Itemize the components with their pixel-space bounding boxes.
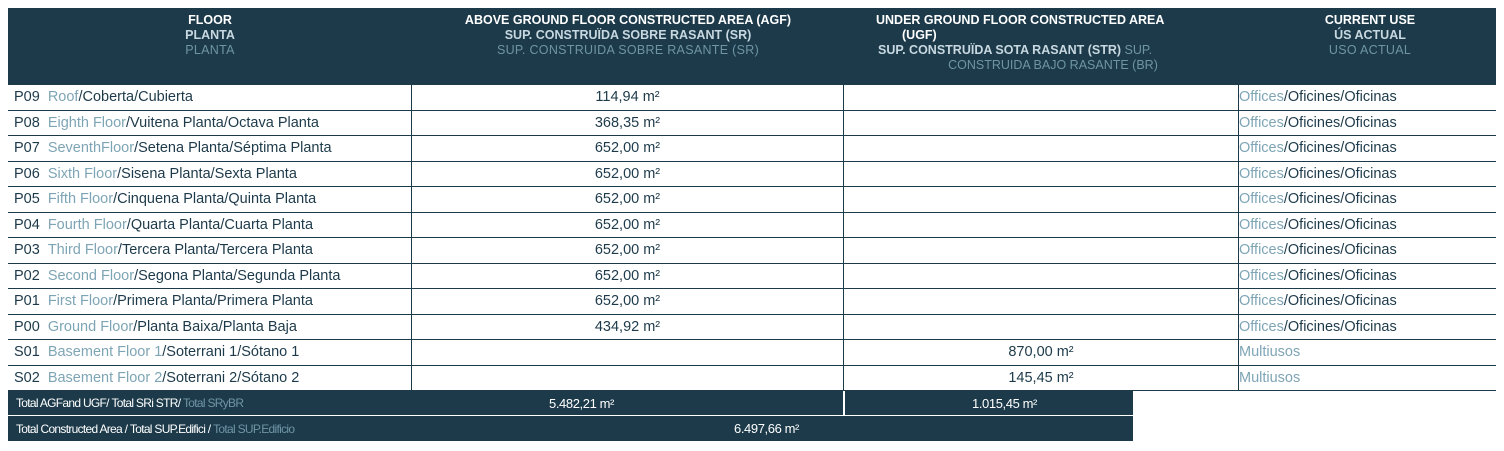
floor-name-en: Fourth Floor — [47, 216, 127, 233]
separator: / — [134, 140, 139, 157]
use-en: Offices — [1239, 165, 1284, 182]
floor-code: P06 — [14, 165, 40, 182]
floor-code: P00 — [14, 318, 40, 335]
floor-cell — [8, 289, 411, 314]
agf-value: 652,00 m² — [594, 267, 661, 284]
floor-code: P03 — [14, 242, 40, 259]
table-row — [8, 315, 1496, 341]
ugf-cell — [843, 213, 1239, 238]
floor-cell — [8, 162, 411, 187]
use-cell — [1239, 340, 1496, 365]
table-row — [8, 162, 1496, 188]
separator: / — [134, 267, 139, 284]
separator: / — [1340, 114, 1345, 131]
agf-cell — [411, 85, 843, 110]
separator: / — [1340, 89, 1345, 106]
separator: / — [126, 216, 131, 233]
floor-name-es: Primera Planta — [217, 293, 313, 310]
separator: / — [1340, 165, 1345, 182]
agf-cell — [411, 162, 843, 187]
total-constructed-label-ca: Total SUP.Edifici / — [129, 421, 211, 436]
use-cell — [1239, 366, 1496, 391]
header-ugf — [846, 13, 1240, 73]
header-floor-es: PLANTA — [185, 43, 235, 57]
agf-cell — [411, 264, 843, 289]
use-es: Oficinas — [1344, 140, 1397, 157]
header-use — [1244, 13, 1496, 58]
floor-name-en: Ground Floor — [47, 318, 134, 335]
floor-name-ca: Cinquena Planta — [117, 191, 225, 208]
floor-name-en: Fifth Floor — [47, 191, 114, 208]
separator: / — [1283, 318, 1288, 335]
agf-value: 652,00 m² — [594, 140, 661, 157]
floor-code: P01 — [14, 293, 40, 310]
separator: / — [1283, 242, 1288, 259]
floor-name-es: Cubierta — [138, 89, 193, 106]
table-row — [8, 340, 1496, 366]
header-agf — [412, 13, 844, 58]
floor-name-en: Sixth Floor — [47, 165, 118, 182]
agf-cell — [411, 136, 843, 161]
floor-name-es: Octava Planta — [227, 114, 319, 131]
header-use-ca: ÚS ACTUAL — [1334, 28, 1406, 42]
separator: / — [233, 267, 238, 284]
separator: / — [78, 89, 83, 106]
separator: / — [1340, 216, 1345, 233]
ugf-cell — [843, 340, 1239, 365]
floor-name-es: Sótano 2 — [241, 369, 300, 386]
floor-name-ca: Quarta Planta — [130, 216, 221, 233]
use-es: Oficinas — [1344, 293, 1397, 310]
agf-cell — [411, 315, 843, 340]
totals-row-agf-ugf — [8, 391, 1133, 415]
column-divider — [843, 391, 845, 415]
use-es: Oficinas — [1344, 318, 1397, 335]
use-en: Offices — [1239, 191, 1284, 208]
separator: / — [1283, 293, 1288, 310]
total-agf-value: 5.482,21 m² — [549, 395, 614, 411]
ugf-cell — [843, 264, 1239, 289]
floor-cell — [8, 136, 411, 161]
agf-cell — [411, 340, 843, 365]
separator: / — [1283, 140, 1288, 157]
table-row — [8, 289, 1496, 315]
separator: / — [213, 293, 218, 310]
use-cell — [1239, 315, 1496, 340]
use-es: Oficinas — [1344, 165, 1397, 182]
separator: / — [1283, 267, 1288, 284]
separator: / — [133, 318, 138, 335]
use-es: Oficinas — [1344, 242, 1397, 259]
use-en: Offices — [1239, 89, 1284, 106]
floor-name-en: Third Floor — [47, 242, 118, 259]
total-label-en: Total AGFand UGF/ — [16, 396, 109, 410]
agf-value: 434,92 m² — [594, 318, 661, 335]
use-en: Offices — [1239, 293, 1284, 310]
agf-value: 652,00 m² — [594, 165, 661, 182]
header-ugf-es-part1: SUP. — [1124, 43, 1153, 57]
use-ca: Oficines — [1287, 191, 1341, 208]
use-en: Offices — [1239, 318, 1284, 335]
use-cell — [1239, 264, 1496, 289]
separator: / — [224, 191, 229, 208]
floor-cell — [8, 264, 411, 289]
agf-cell — [411, 238, 843, 263]
ugf-cell — [843, 289, 1239, 314]
header-floor-en: FLOOR — [188, 13, 232, 27]
use-ca: Oficines — [1287, 114, 1341, 131]
floor-name-ca: Sisena Planta — [121, 165, 211, 182]
floor-code: P08 — [14, 114, 40, 131]
table-row — [8, 187, 1496, 213]
header-use-en: CURRENT USE — [1324, 13, 1416, 27]
use-es: Oficinas — [1344, 267, 1397, 284]
floor-name-en: Roof — [47, 89, 79, 106]
use-cell — [1239, 136, 1496, 161]
floor-cell — [8, 213, 411, 238]
floor-cell — [8, 315, 411, 340]
separator: / — [1340, 293, 1345, 310]
floor-name-ca: Segona Planta — [138, 267, 234, 284]
agf-cell — [411, 366, 843, 391]
header-ugf-en: UNDER GROUND FLOOR CONSTRUCTED AREA — [876, 13, 1165, 27]
table-row — [8, 85, 1496, 111]
use-cell — [1239, 213, 1496, 238]
floor-code: S01 — [14, 344, 40, 361]
separator: / — [1283, 191, 1288, 208]
separator: / — [1340, 242, 1345, 259]
separator: / — [223, 114, 228, 131]
floor-name-ca: Coberta — [82, 89, 135, 106]
use-en: Offices — [1239, 267, 1284, 284]
header-agf-ca: SUP. CONSTRUÏDA SOBRE RASANT (SR) — [504, 28, 752, 42]
separator: / — [215, 242, 220, 259]
floor-code: P05 — [14, 191, 40, 208]
floor-cell — [8, 366, 411, 391]
floor-cell — [8, 238, 411, 263]
use-es: Oficinas — [1344, 114, 1397, 131]
separator: / — [113, 191, 118, 208]
floor-cell — [8, 111, 411, 136]
separator: / — [237, 369, 242, 386]
floor-name-en: Basement Floor 2 — [47, 369, 163, 386]
use-cell — [1239, 85, 1496, 110]
floor-code: P02 — [14, 267, 40, 284]
separator: / — [218, 318, 223, 335]
ugf-value: 145,45 m² — [1008, 369, 1074, 386]
table-row — [8, 238, 1496, 264]
use-ca: Oficines — [1287, 242, 1341, 259]
agf-cell — [411, 213, 843, 238]
use-ca: Oficines — [1287, 89, 1341, 106]
floor-name-es: Sexta Planta — [214, 165, 297, 182]
ugf-cell — [843, 366, 1239, 391]
separator: / — [126, 114, 131, 131]
separator: / — [210, 165, 215, 182]
separator: / — [134, 89, 139, 106]
table-header — [8, 8, 1496, 85]
agf-value: 652,00 m² — [594, 242, 661, 259]
separator: / — [220, 216, 225, 233]
floor-name-es: Planta Baja — [222, 318, 297, 335]
use-cell — [1239, 187, 1496, 212]
ugf-cell — [843, 315, 1239, 340]
ugf-cell — [843, 85, 1239, 110]
floor-cell — [8, 187, 411, 212]
ugf-cell — [843, 238, 1239, 263]
use-cell — [1239, 111, 1496, 136]
agf-value: 652,00 m² — [594, 191, 661, 208]
floor-name-ca: Soterrani 2 — [166, 369, 238, 386]
separator: / — [1340, 267, 1345, 284]
floor-name-ca: Tercera Planta — [121, 242, 216, 259]
use-cell — [1239, 289, 1496, 314]
agf-value: 114,94 m² — [595, 89, 660, 106]
floor-name-en: SeventhFloor — [47, 140, 135, 157]
floor-name-es: Tercera Planta — [219, 242, 313, 259]
floor-name-es: Quinta Planta — [228, 191, 317, 208]
separator: / — [162, 344, 167, 361]
ugf-cell — [843, 111, 1239, 136]
use-ca: Oficines — [1287, 293, 1341, 310]
table-row — [8, 136, 1496, 162]
floor-name-ca: Vuitena Planta — [130, 114, 224, 131]
floor-name-es: Séptima Planta — [233, 140, 332, 157]
use-en: Multiusos — [1239, 369, 1301, 386]
use-es: Oficinas — [1344, 89, 1397, 106]
separator: / — [113, 293, 118, 310]
totals-row-constructed-label — [16, 416, 294, 441]
agf-value: 652,00 m² — [594, 293, 661, 310]
use-cell — [1239, 238, 1496, 263]
use-en: Offices — [1239, 216, 1284, 233]
separator: / — [117, 242, 122, 259]
floor-name-es: Segunda Planta — [237, 267, 341, 284]
header-agf-en: ABOVE GROUND FLOOR CONSTRUCTED AREA (AGF) — [464, 13, 792, 27]
total-constructed-value: 6.497,66 m² — [734, 421, 799, 436]
floor-name-ca: Primera Planta — [117, 293, 213, 310]
table-row — [8, 264, 1496, 290]
separator: / — [162, 369, 167, 386]
use-en: Offices — [1239, 114, 1284, 131]
use-en: Multiusos — [1239, 344, 1301, 361]
use-es: Oficinas — [1344, 191, 1397, 208]
header-use-es: USO ACTUAL — [1328, 43, 1412, 57]
floor-name-ca: Soterrani 1 — [166, 344, 238, 361]
ugf-cell — [843, 187, 1239, 212]
floor-code: S02 — [14, 369, 40, 386]
header-ugf-ca: SUP. CONSTRUÏDA SOTA RASANT (STR) — [878, 43, 1122, 57]
agf-value: 368,35 m² — [594, 114, 661, 131]
separator: / — [229, 140, 234, 157]
totals-row-agf-ugf-label — [16, 391, 243, 415]
agf-cell — [411, 111, 843, 136]
agf-value: 652,00 m² — [594, 216, 661, 233]
use-ca: Oficines — [1287, 318, 1341, 335]
table-body — [8, 85, 1496, 391]
header-ugf-es-part2: CONSTRUIDA BAJO RASANTE (BR) — [948, 58, 1158, 72]
floor-name-ca: Planta Baixa — [137, 318, 219, 335]
agf-cell — [411, 289, 843, 314]
agf-cell — [411, 187, 843, 212]
total-constructed-label-es: Total SUP.Edificio — [213, 421, 295, 436]
ugf-cell — [843, 136, 1239, 161]
use-en: Offices — [1239, 140, 1284, 157]
header-ugf-en-abbr: (UGF) — [902, 28, 937, 42]
ugf-value: 870,00 m² — [1008, 344, 1074, 361]
table-row — [8, 213, 1496, 239]
totals-row-constructed — [8, 416, 1133, 441]
use-cell — [1239, 162, 1496, 187]
floor-name-es: Cuarta Planta — [224, 216, 314, 233]
floor-name-en: Basement Floor 1 — [47, 344, 163, 361]
total-constructed-label-en: Total Constructed Area / — [16, 421, 128, 436]
floor-code: P07 — [14, 140, 40, 157]
separator: / — [1283, 216, 1288, 233]
total-label-es: Total SRyBR — [182, 396, 244, 410]
separator: / — [1340, 318, 1345, 335]
separator: / — [117, 165, 122, 182]
floor-name-es: Sótano 1 — [241, 344, 300, 361]
floor-name-en: Eighth Floor — [47, 114, 126, 131]
use-ca: Oficines — [1287, 165, 1341, 182]
floor-name-en: Second Floor — [47, 267, 135, 284]
total-ugf-value: 1.015,45 m² — [972, 395, 1037, 411]
floor-cell — [8, 340, 411, 365]
header-agf-es: SUP. CONSTRUIDA SOBRE RASANTE (SR) — [496, 43, 760, 57]
separator: / — [237, 344, 242, 361]
floor-code: P09 — [14, 89, 40, 106]
separator: / — [1283, 114, 1288, 131]
table-row — [8, 366, 1496, 392]
separator: / — [1283, 165, 1288, 182]
total-label-ca: Total SRi STR/ — [111, 396, 181, 410]
floor-name-ca: Setena Planta — [138, 140, 230, 157]
header-floor — [8, 13, 412, 58]
floor-code: P04 — [14, 216, 40, 233]
ugf-cell — [843, 162, 1239, 187]
use-en: Offices — [1239, 242, 1284, 259]
separator: / — [1283, 89, 1288, 106]
floor-cell — [8, 85, 411, 110]
header-floor-ca: PLANTA — [185, 28, 235, 42]
floor-name-en: First Floor — [47, 293, 114, 310]
separator: / — [1340, 140, 1345, 157]
use-es: Oficinas — [1344, 216, 1397, 233]
use-ca: Oficines — [1287, 216, 1341, 233]
separator: / — [1340, 191, 1345, 208]
use-ca: Oficines — [1287, 140, 1341, 157]
use-ca: Oficines — [1287, 267, 1341, 284]
table-row — [8, 111, 1496, 137]
